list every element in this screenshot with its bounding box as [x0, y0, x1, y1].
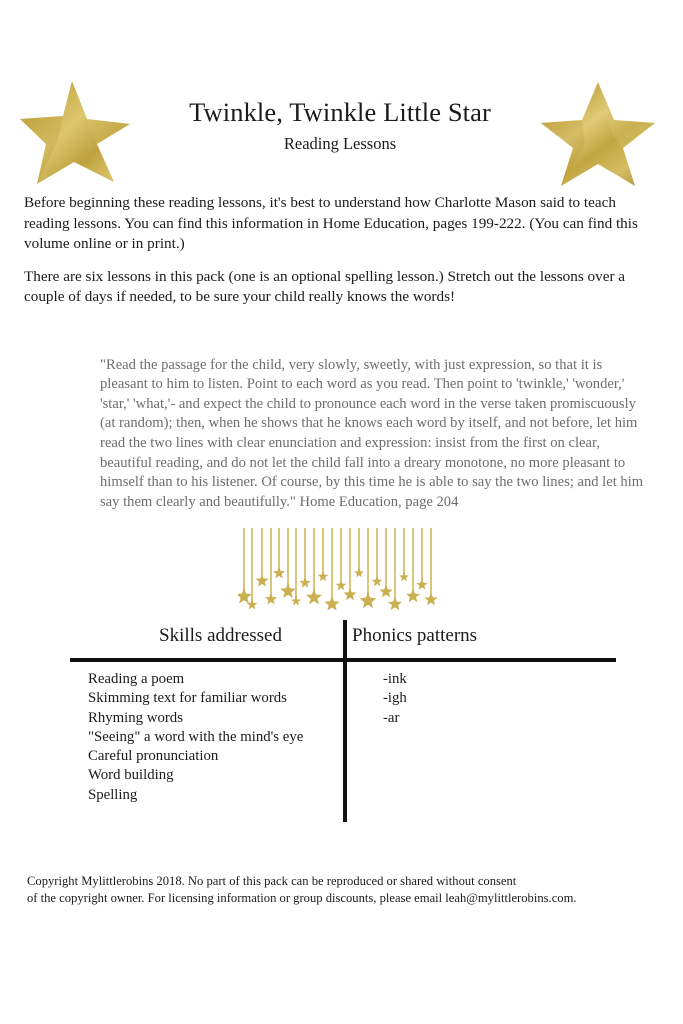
copyright-footer — [27, 873, 667, 907]
gold-star-icon — [538, 78, 658, 190]
table-row: Reading a poem — [88, 671, 185, 687]
table-row: Rhyming words — [88, 709, 183, 726]
copyright-line-2: of the copyright owner. For licensing information or group discounts, please email leah@mylittlerobins.com. — [27, 891, 577, 905]
table-row: "Seeing" a word with the mind's eye — [88, 728, 304, 745]
page-title: Twinkle, Twinkle Little Star — [189, 97, 491, 127]
column-skills-cells — [88, 670, 328, 805]
column-header-phonics: Phonics patterns — [352, 625, 478, 646]
intro-paragraph-2: There are six lessons in this pack (one is an optional spelling lesson.) Stretch out the lessons over a couple of days if needed, to be sure your child really knows the words! — [24, 267, 626, 305]
table-row: Skimming text for familiar words — [88, 690, 287, 707]
table-vertical-rule — [343, 620, 347, 822]
table-row: -igh — [383, 690, 407, 707]
table-row: Word building — [88, 767, 174, 784]
hanging-stars-garland-icon — [238, 528, 438, 610]
document-header — [0, 78, 683, 188]
title-block — [120, 96, 560, 155]
copyright-line-1: Copyright Mylittlerobins 2018. No part of this pack can be reproduced or shared without consent — [27, 874, 517, 888]
column-phonics-cells — [383, 670, 583, 728]
column-header-skills: Skills addressed — [159, 625, 282, 646]
quote-text: "Read the passage for the child, very slowly, sweetly, with just expression, so that it is pleasant to him to listen. Point to each word as you read. Then point to 'twinkle,' 'wonder,' 'star,' 'what,'- and expect the child to pronounce each word in the verse taken promiscuously (at random); then, when he shows that he knows each word by itself, and not before, let him read the two lines with clear enunciation and expression: insist from the first on clear, beautiful reading, and do not let the child fall into a dreary monotone, no more pleasant to himself than to his listener. Of course, by this time he is able to say the two lines; and let him say them clearly and beautifully." Home Education, page 204 — [100, 356, 644, 510]
intro-paragraph-1: Before beginning these reading lessons, it's best to understand how Charlotte Mason said to teach reading lessons. You can find this information in Home Education, pages 199-222. (You can find this volume online or in print.) — [24, 194, 638, 252]
table-row: -ar — [383, 709, 400, 726]
skills-phonics-table — [0, 612, 683, 837]
page-subtitle: Reading Lessons — [283, 134, 397, 153]
table-row: Spelling — [88, 786, 138, 803]
table-row: Careful pronunciation — [88, 748, 219, 765]
table-row: -ink — [383, 671, 407, 687]
charlotte-mason-quote — [100, 356, 645, 513]
intro-section — [24, 193, 662, 320]
